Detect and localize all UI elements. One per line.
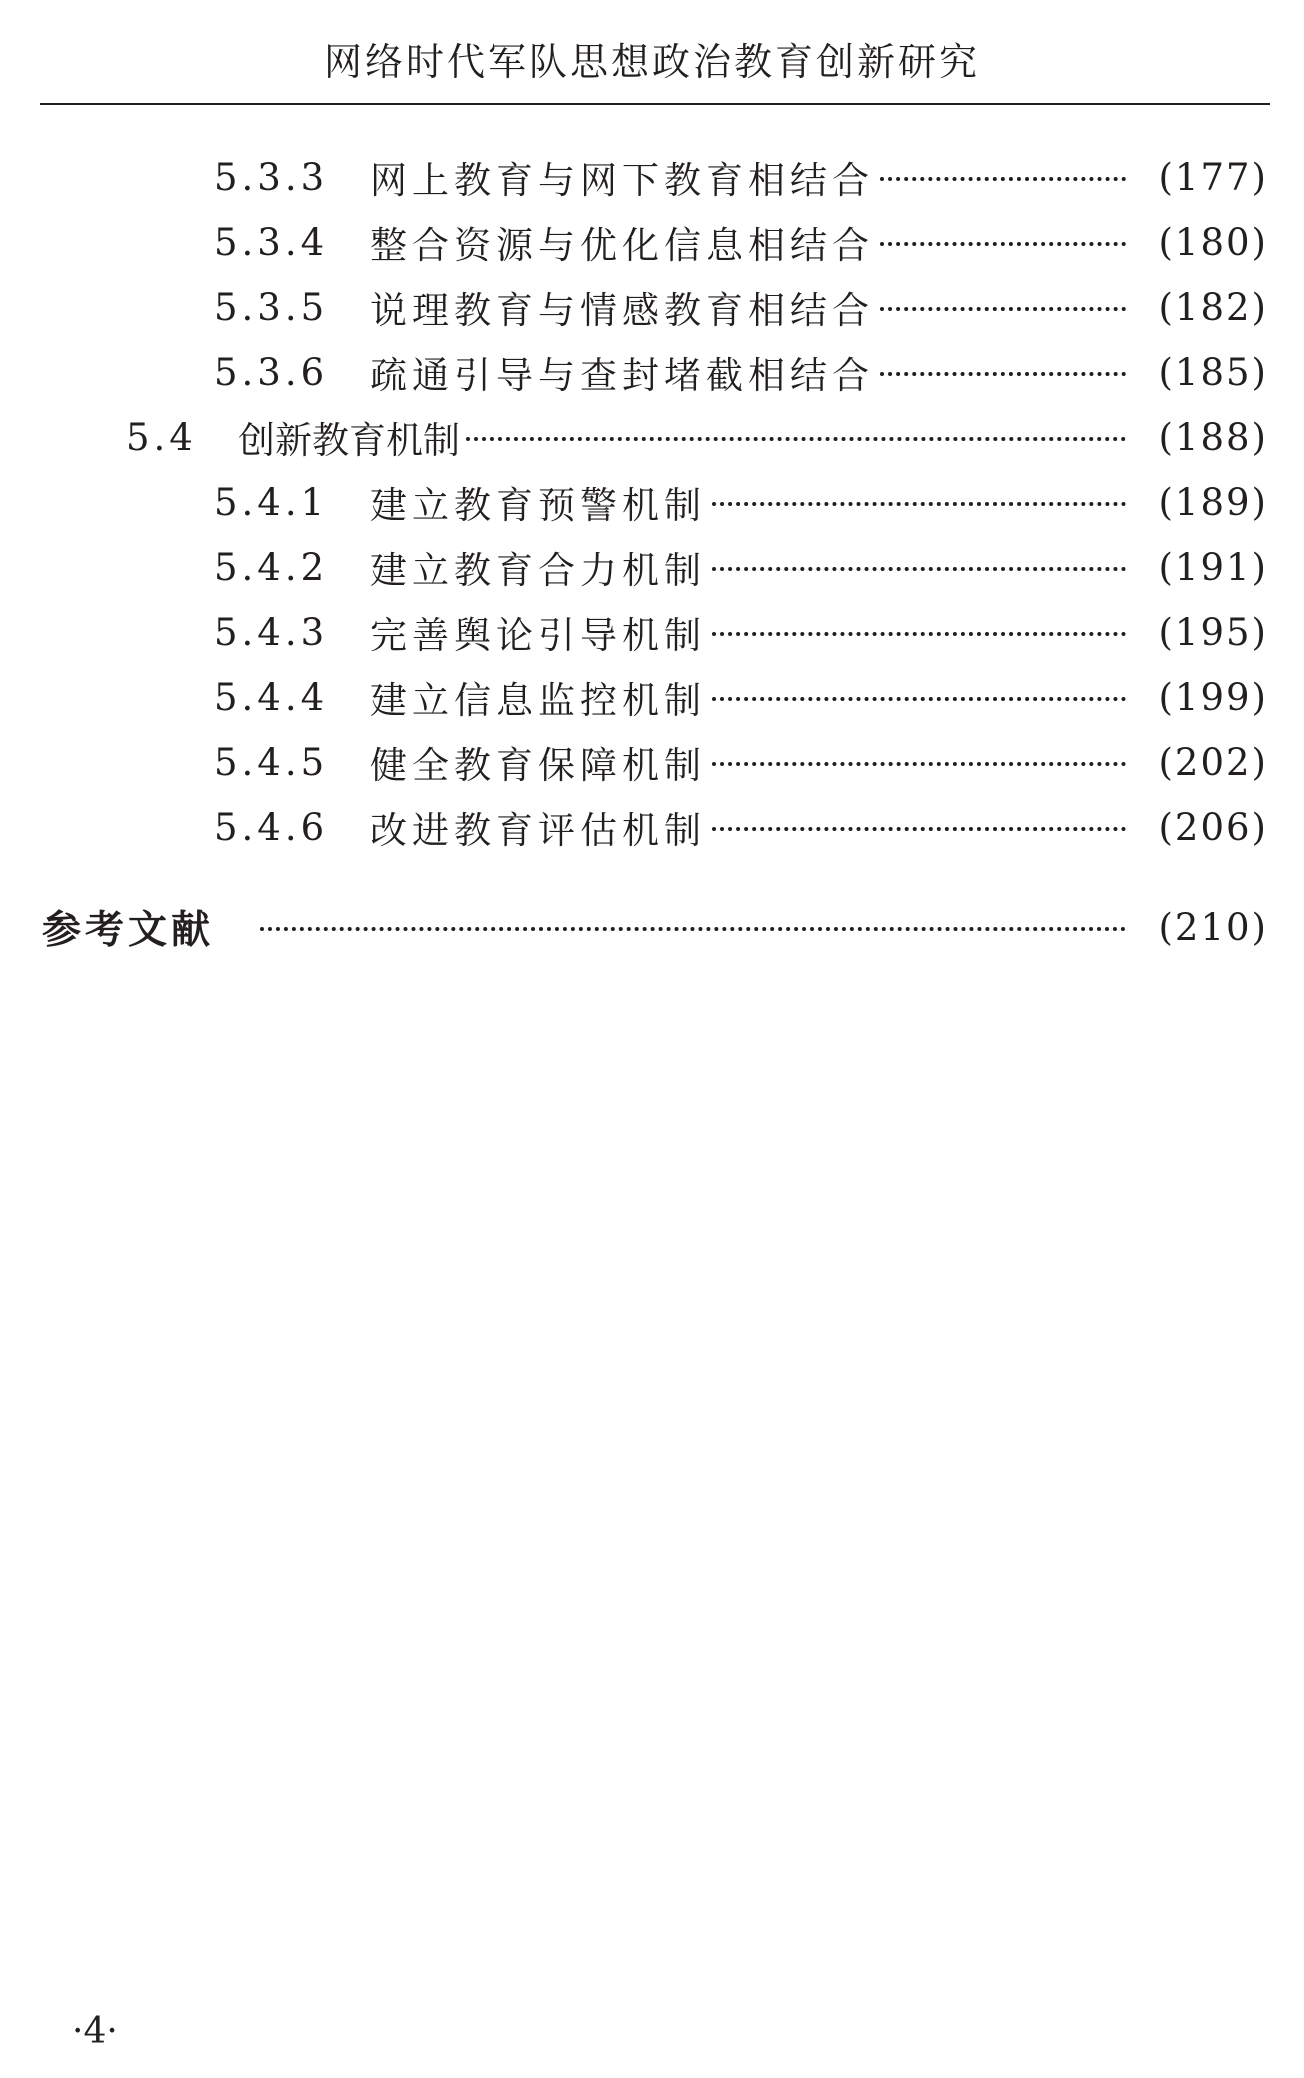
toc-entry-title: 建立教育预警机制 (370, 484, 706, 527)
toc-references-entry[interactable] (42, 899, 1268, 955)
toc-entry-title: 创新教育机制 (238, 419, 460, 462)
toc-entry-title: 完善舆论引导机制 (370, 614, 706, 657)
dot-leader (880, 242, 1126, 246)
dot-leader (712, 502, 1126, 506)
toc-entry-number: 5.3.4 (214, 220, 329, 264)
toc-entry-number: 5.4.4 (214, 675, 329, 719)
toc-entry-page: (206) (1158, 805, 1268, 849)
toc-entry-page: (182) (1158, 285, 1268, 329)
dot-leader (712, 762, 1126, 766)
dot-leader (880, 177, 1126, 181)
toc-entry-number: 5.4.1 (214, 480, 329, 524)
toc-entry-page: (177) (1158, 155, 1268, 199)
toc-entry-page: (180) (1158, 220, 1268, 264)
toc-entry-page: (189) (1158, 480, 1268, 524)
toc-entry-title: 改进教育评估机制 (370, 809, 706, 852)
toc-entry-page: (195) (1158, 610, 1268, 654)
toc-entry-number: 5.3.5 (214, 285, 329, 329)
toc-entry-title: 疏通引导与查封堵截相结合 (370, 354, 874, 397)
toc-entry-title: 建立教育合力机制 (370, 549, 706, 592)
toc-entry-number: 5.4.3 (214, 610, 329, 654)
toc-entry-page: (199) (1158, 675, 1268, 719)
toc-entry[interactable] (214, 604, 1268, 660)
dot-leader (260, 927, 1126, 931)
header-rule (40, 103, 1270, 105)
toc-entry-number: 5.4.6 (214, 805, 329, 849)
toc-entry[interactable] (214, 344, 1268, 400)
dot-leader (712, 632, 1126, 636)
toc-entry[interactable] (214, 539, 1268, 595)
toc-entry-number: 5.4.2 (214, 545, 329, 589)
toc-entry-page: (202) (1158, 740, 1268, 784)
toc-entry-title: 说理教育与情感教育相结合 (370, 289, 874, 332)
toc-entry-page: (191) (1158, 545, 1268, 589)
dot-leader (712, 827, 1126, 831)
toc-entry-number: 5.3.6 (214, 350, 329, 394)
toc-entry-number: 5.4 (126, 415, 197, 459)
toc-entry[interactable] (214, 214, 1268, 270)
toc-entry-title: 健全教育保障机制 (370, 744, 706, 787)
toc-entry[interactable] (214, 149, 1268, 205)
dot-leader (880, 372, 1126, 376)
toc-entry[interactable] (214, 474, 1268, 530)
dot-leader (880, 307, 1126, 311)
references-title: 参考文献 (42, 908, 215, 953)
page-number: ·4· (72, 2011, 118, 2052)
toc-entry-title: 建立信息监控机制 (370, 679, 706, 722)
references-page: (210) (1158, 905, 1268, 949)
running-header: 网络时代军队思想政治教育创新研究 (323, 40, 980, 84)
toc-entry-page: (185) (1158, 350, 1268, 394)
toc-entry-title: 整合资源与优化信息相结合 (370, 224, 874, 267)
toc-entry[interactable] (214, 279, 1268, 335)
toc-entry-number: 5.3.3 (214, 155, 329, 199)
toc-entry[interactable] (214, 799, 1268, 855)
dot-leader (466, 437, 1126, 441)
dot-leader (712, 567, 1126, 571)
toc-entry[interactable] (214, 734, 1268, 790)
toc-section-entry[interactable] (126, 409, 1268, 465)
toc-entry-number: 5.4.5 (214, 740, 329, 784)
dot-leader (712, 697, 1126, 701)
toc-entry-page: (188) (1158, 415, 1268, 459)
toc-entry[interactable] (214, 669, 1268, 725)
toc-entry-title: 网上教育与网下教育相结合 (370, 159, 874, 202)
